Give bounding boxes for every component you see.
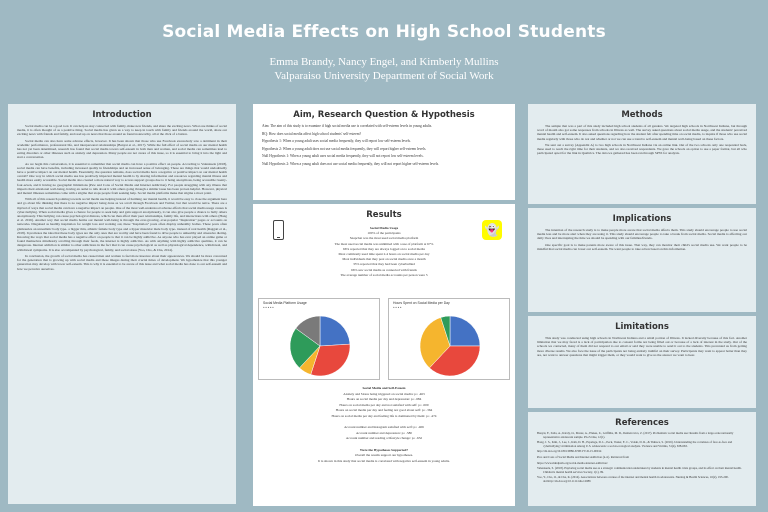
poster-affiliation: Valparaiso University Department of Social Work (274, 70, 494, 82)
null-hypothesis-line: Null Hypothesis 2: When a young adult does not use social media frequently, they will not report higher self-esteem levels. (262, 161, 440, 166)
usage-line: 33% reported that they had been cyberbullied (353, 262, 415, 267)
introduction-paragraph: Social media can also have some adverse effects, however. It has been shown that those who use Facebook excessively saw a detriment in their academic performance, professional life, and interpersonal relationships (Banyai et al., 2017). While the full effect of social media on our mental health has not yet been determined, research has found that social media towers self-esteem in both men and women, and social media can sometimes lead to eating disorders or other illnesses such as anxiety and depression. Many people are not aware of this issue, so it is essential to bring it into the light and start a conversation. (17, 138, 227, 160)
hours-per-day-chart (388, 298, 510, 380)
reference-link[interactable]: https://www.mindpath.org/social-media-internet-addiction/ (537, 460, 608, 465)
null-hypothesis-line: Null Hypothesis 1: When a young adult uses social media frequently, they will not report low self-esteem levels. (262, 154, 424, 158)
reference-item: Valenzuela, S. (2018). Exploring social media use as a strategic communication undertaken by students in mental health crisis groups, and its effect on their mental health. Children's mental health services Society, 1(1), 99. (537, 466, 742, 474)
self-esteem-line: Hours on social media per day and not satisfied with self: p= .000 (339, 402, 429, 407)
poster-authors: Emma Brandy, Nancy Engel, and Kimberly Mullins (269, 56, 499, 68)
self-esteem-line: Hours on social media per day and depression: p= .684 (346, 397, 422, 402)
usage-line: The average number of social media accounts per person were 5 (340, 272, 428, 277)
platform-usage-chart (258, 298, 380, 380)
usage-line: 66% saw social media as connected with friends (351, 267, 417, 272)
conclusion-line: It is shown in this study that social media is correlated with negative self-esteem in young adults. (318, 458, 450, 463)
references-list (528, 432, 756, 484)
aim-title: Aim, Research Question & Hypothesis (293, 110, 475, 120)
self-esteem-line: Anxiety and Stress being triggered on social media: p= .463 (343, 391, 425, 396)
reference-item: Yoo, Y., Cho, O., & Cha, K. (2014). Associations between overuse of the internet and mental health in adolescents. Nursing & Health Sciences, 16(2), 193-200. doi:http://dx.doi.org/10.1111/nhs.12086 (537, 475, 729, 483)
self-esteem-heading: Social Media and Self-Esteem (362, 386, 406, 390)
introduction-title: Introduction (92, 110, 152, 120)
chart-legend: ● ● ● ● ● (263, 306, 274, 309)
usage-line: 66% reported that they are always logged on to social media (343, 246, 425, 251)
self-esteem-line: Account number and Instagram satisfied with self: p= .406 (344, 425, 424, 430)
methods-body (528, 124, 756, 155)
introduction-paragraph: Social media can be a good tool. It can help us stay connected with family, make new friends, and share the exciting news. What one thinks of social media, it is often thought of as a positive thing. Social media has given us a way to keep in touch with family and friends around the world, share our exciting news with friends and family, and read up on news that those around us found noteworthy, all at the click of a button. (17, 124, 227, 137)
self-esteem-line: Account number and reading a lifestyle change: p= .632 (345, 436, 423, 441)
chart-title: Hours Spent on Social Media per Day (393, 301, 450, 305)
methods-panel (528, 104, 756, 204)
reference-item: Pros and Cons of Social Media and Internet Addiction (n.d.). Retrieved from (537, 454, 629, 459)
implications-title: Implications (612, 214, 672, 224)
references-panel (528, 412, 756, 506)
pie-svg (389, 299, 511, 381)
self-esteem-line: Hours on social media per day and feeling not good about self: p= .364 (335, 408, 433, 413)
chart-legend: ● ● ● ● (393, 306, 402, 309)
research-question-line: RQ: How does social media affect high school students' self-esteem? (262, 131, 362, 136)
poster-title: Social Media Effects on High School Students (162, 22, 606, 42)
implications-body (528, 228, 756, 251)
introduction-paragraph: In conclusion, the growth of social media has caused men and women to feel more insecure about their appearances. We should be more concerned for the generation that is growing up with social media and these images during their crucial times of development. We hypothesize that this younger generation may develop with lower self-esteem. This is why it is essential to be aware of this issue and what social media has done to our self-esteem and how we perceive ourselves. (17, 253, 227, 271)
usage-line: The most used social media was unlimited with a use of platform at 67% (334, 241, 434, 246)
hypotheses-supported-heading: Were the Hypotheses Supported? (359, 447, 409, 452)
implications-paragraph: The intention of the research study is to make people more aware that social media affects them. This study should encourage people to use social media less and be more alert when they are using it. This study should encourage people to take a break from social media. Social media is affecting our daily lives and interrupting the time we should be spending with our families/friends. (537, 228, 747, 241)
self-esteem-line: Hours on social media per day and feeling life is dominated by them: p= .474 (331, 413, 437, 418)
results-title: Results (366, 210, 402, 220)
methods-paragraph: We sent out a survey (Appendix A) to two high schools in Northwest Indiana via an online link. Out of the two schools only one responded back, these used to reach the right time for their students, and we also received respondents. We gave the schools an option to use a paper format, but all who participated opted for the link in Qualtrics. The data we gathered has been ran through SPSS for analysis. (537, 142, 747, 156)
reference-item: Banyai, F., Zsila, A., Kiraly, O., Maraz, A., Elekes, Z., Griffiths, M. D., Demetrovics, Z. (2017). Problematic social media use: Results from a large-scale nationally representative adolescent sample. PLoS One, 12(1). (537, 431, 734, 439)
poster-header (0, 0, 768, 92)
aim-body (253, 124, 515, 167)
methods-paragraph: The sample that was a part of this study included high school students of all genders. We targeted high schools in Northwest Indiana, but through word of mouth also got some responses from schools in Illinois as well. The survey asked questions about social media usage, and the students' perceived mental health and self-esteem. It also asked questions regarding how the student felt after spending time on social media, to inquire if those who use social media regularly with those who do not and whether or not we can use a trend to self-esteem and mental well-being based on these factors. (537, 124, 747, 141)
usage-line: Most commonly used time spent 2-4 hours on social media per day (338, 252, 430, 257)
references-title: References (615, 418, 669, 428)
implications-panel (528, 208, 756, 312)
hypothesis-line: Hypothesis 1: When a young adult uses social media frequently, they will report low self-esteem levels. (262, 139, 411, 143)
usage-line: 100% of the participants (367, 231, 401, 236)
hypothesis-line: Hypothesis 2: When a young adult does not use social media frequently, they will report higher self-esteem levels. (262, 146, 427, 151)
reference-link[interactable]: http://dx.doi.org/10.1891/0886-6708.VV-D-15-00014 (537, 449, 602, 454)
introduction-paragraph: As we begin this conversation, it is essential to remember that social media can have a positive effect on people. According to Valenzuela (2018), social media can have benefits, including increased quality in friendships and an increased sense of belonging. These are things that would undoubtedly have a positive impact on our mental health. Essentially, the question remains, does social media have a negative or positive impact on our mental health overall? One way in which social media use has positively impacted mental health is by sharing information and resources regarding mental illness and health more easily accessible. Social media also created a more natural way to access support groups due to it being anonymous, being accessible twenty-four-seven, and it having no geographic limitations (Pew and Cons of Social Media and Internet Addiction). For people struggling with any illness that impacts their emotional well-being, having an outlet to talk about it with others going through a similar issue has been proven helpful. However, physical and mental illnesses sometimes come with a stigma that stops people from seeking help. Social media platforms make that stigma a moot point. (17, 161, 227, 196)
limitations-title: Limitations (615, 322, 669, 332)
results-panel (253, 204, 515, 506)
conclusion-line: Overall the results support our hypotheses. (354, 453, 413, 458)
snapchat-ghost-icon: 👻 (482, 220, 502, 240)
introduction-panel (8, 104, 236, 504)
smartphone-icon (273, 220, 284, 240)
usage-heading: Social Media Usage (369, 226, 399, 230)
introduction-paragraph: With all of this research pointing towards social media use helping instead of harming our mental health, it would be easy to close the argument here and go about life thinking that there is no negative impact being done as we scroll through Facebook and Twitter, but that would be naive. There are a myriad of ways that social media can have a negative impact on people. One of the most well-understood adverse effects that social media usage causes is cyber-bullying. When social media gives a chance for people to seek help and gain support anonymously, it can also give people a chance to bully others anonymously. This bullying can cause psychological distress, which can then affect their peer relationships, family life, and interactions with others (Hong et al. 2016). Another way that social media harms our mental well-being is through the ever-growing, ever-popular "Inspiration" pages or accounts on networks. Disguised as healthy inspiration for weight loss and working out, these "Inspiration" posts often display unhealthy bodies. These posts often glamourize an unrealistic body type- a bigger thin, athletic female body type and a hyper muscular male body type- instead of real health (Raggatt et al., 2018). It promotes the idea that these body types are the only ones that are worthy and have been found to drive people to unhealthy and obsessive dieting. Knowing the ways that social media has a negative effect on people is that it can be highly addictive. As anyone who has ever played an online game or found themselves mindlessly scrolling through their feeds, the internet is highly addictive. As with anything with highly addictive qualities, it can be dangerous. Internet addiction is similar to other addictions in the fact that it can cause psychological as well as physiological dependence, withdrawal, and withdrawal symptoms. It is also accompanied by psychological, family, and social stress (Yoo, Cho, & Cha, 2014). (17, 197, 227, 252)
pie-slice (320, 316, 350, 346)
usage-line: Most individuals that they post on social media once a month (342, 257, 426, 262)
limitations-body (528, 336, 756, 357)
methods-title: Methods (621, 110, 663, 120)
pie-slice (450, 316, 480, 346)
self-esteem-line: Account number and depression: p= .580 (356, 430, 412, 435)
aim-line: Aim: The aim of this study is to examine if high social media use is correlated with self-esteem levels in young adults. (262, 124, 433, 128)
limitations-paragraph: This study was conducted using high schools in Northwest Indiana and a small portion of Illinois. It lacked diversity because of this fact. Another limitation that we may faced is a lack of participation due to consent forms not being filled out or because of a lack of interest in the study. Out of the schools we contacted, many of them did not respond to our email or said they were unable to send it out to the students. This prevented us from getting more diverse results. We also face the issue of the participants not being entirely truthful on their survey. Participants may want to appear better than they are, not want to answer questions that might trigger them, or they would want to give us the answer we want to hear. (537, 336, 747, 357)
implications-paragraph: One specific goal is to make parents more aware of this issue. That way, they can monitor their child's social media use. We want people to be mindful that social media can lower our self-esteem. We want people to take action based on this information. (537, 242, 747, 251)
chart-title: Social Media Platform Usage (263, 301, 307, 305)
limitations-panel (528, 316, 756, 408)
social-media-usage-list (293, 226, 475, 278)
pie-svg (259, 299, 381, 381)
introduction-body (8, 124, 236, 271)
usage-line: Snapchat was the most used social media platform (349, 236, 419, 241)
self-esteem-results-list (263, 386, 505, 464)
reference-item: Hong, J. S., Kim, J., Lee, J., Kim, D. H., Espelage, D. L., Peck, Vauter, E. C., Voisin, D. R., & Tiuhaca, S. (2016). Understanding the correlates of face-to-face and cyberbullying victimization among U.S. adolescents: a social-ecological analysis. Violence and Victims, 31(4), 638-663. (537, 440, 733, 448)
aim-panel (253, 104, 515, 200)
